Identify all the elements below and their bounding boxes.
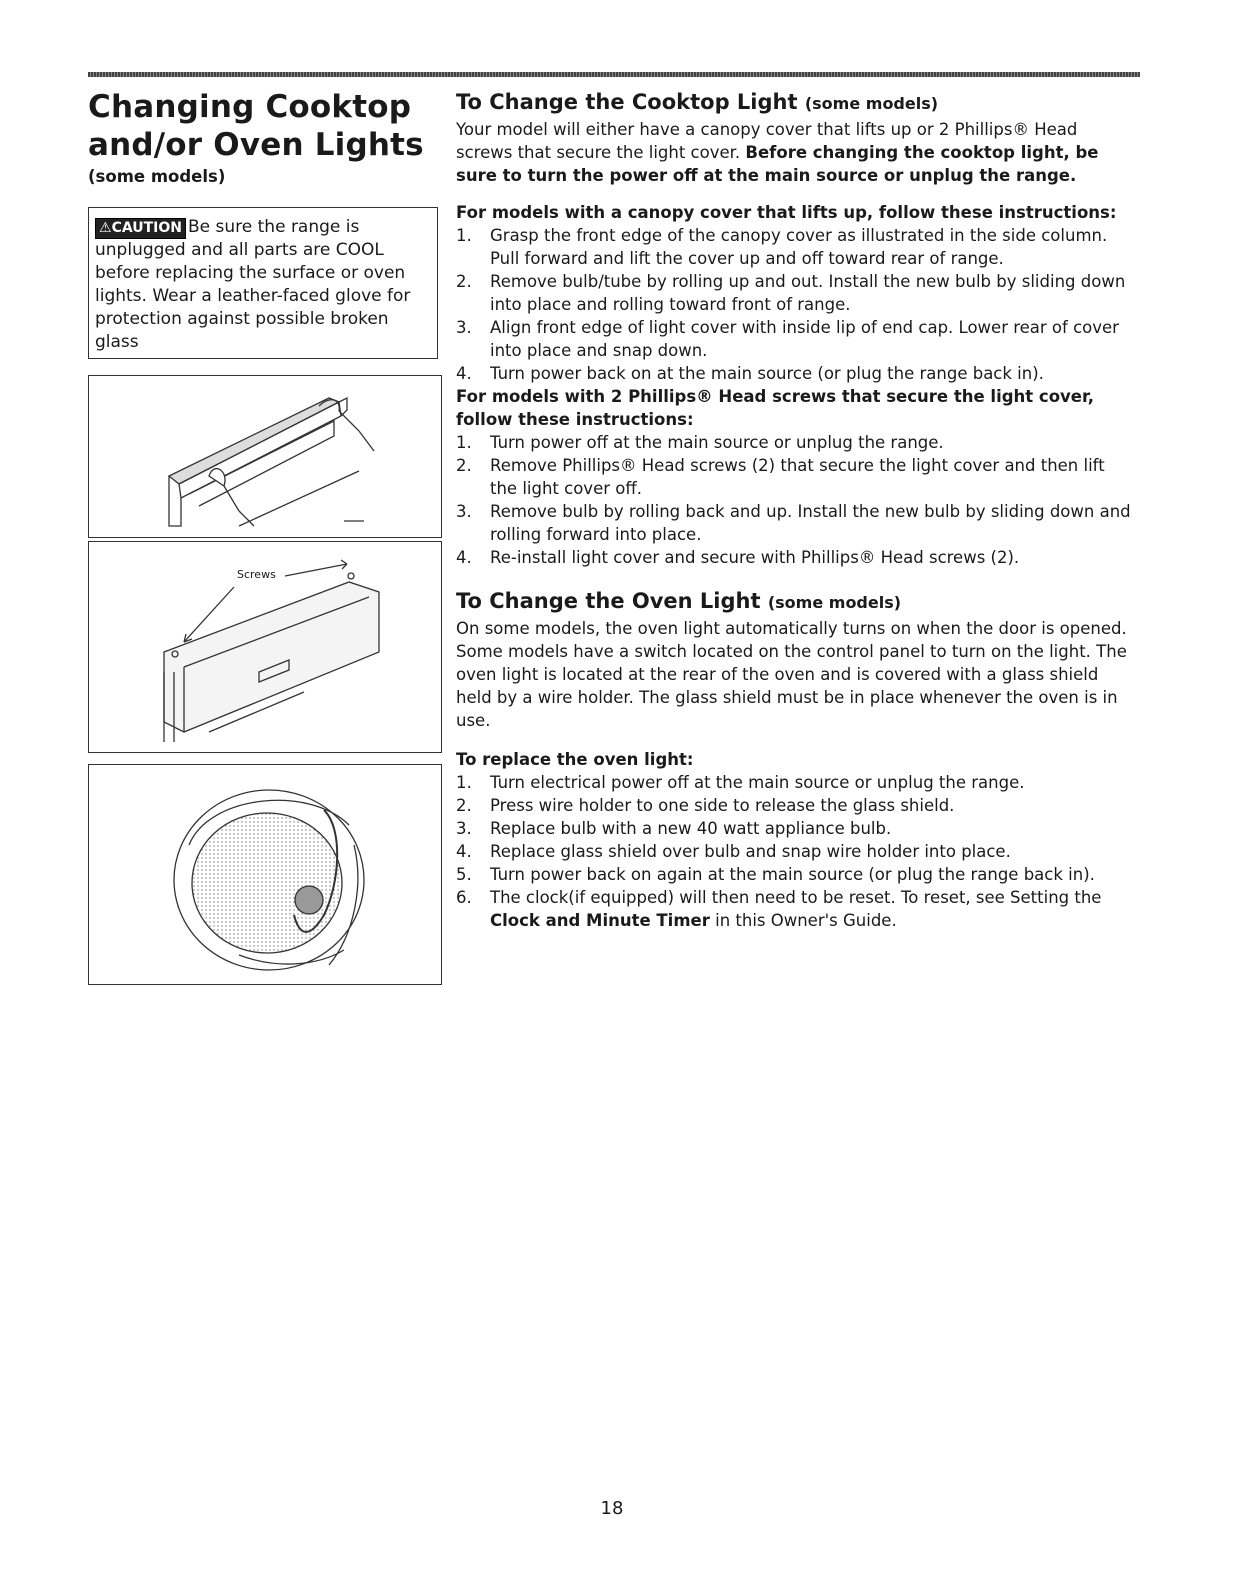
cooktop-section-title xyxy=(456,88,1136,118)
oven-steps xyxy=(456,771,1136,932)
step-text: Turn power back on again at the main source (or plug the range back in). xyxy=(490,865,1095,884)
cooktop-title-note: (some models) xyxy=(804,94,939,113)
cooktop-intro-text: Your model will either have a canopy cover that lifts up or 2 Phillips® Head screws that secure the light cover. xyxy=(456,120,1078,162)
step-text: Press wire holder to one side to release the glass shield. xyxy=(490,796,955,815)
canopy-cover-illustration xyxy=(89,376,441,537)
step-number: 2. xyxy=(456,272,472,291)
clock-timer-reference: Clock and Minute Timer xyxy=(490,911,710,930)
list-item xyxy=(456,546,1136,569)
step-text: Turn power back on at the main source (or plug the range back in). xyxy=(490,364,1044,383)
top-rule xyxy=(88,72,1140,77)
caution-badge xyxy=(95,218,186,239)
step-number: 5. xyxy=(456,865,472,884)
main-title xyxy=(88,88,443,164)
list-item xyxy=(456,840,1136,863)
step-number: 1. xyxy=(456,773,472,792)
step-number: 2. xyxy=(456,456,472,475)
main-title-line1: Changing Cooktop xyxy=(88,89,412,125)
step-number: 1. xyxy=(456,226,472,245)
caution-text: Be sure the range is unplugged and all parts are COOL before replacing the surface or oven lights. Wear a leather-faced glove for protection against possible broken glass xyxy=(95,217,411,352)
figure-canopy-cover xyxy=(88,375,442,538)
warning-triangle-icon: ⚠ xyxy=(99,220,112,236)
step-number: 6. xyxy=(456,888,472,907)
step-number: 4. xyxy=(456,548,472,567)
screws-label: Screws xyxy=(237,568,276,581)
step-text-end: in this Owner's Guide. xyxy=(709,911,897,930)
list-item xyxy=(456,863,1136,886)
step-number: 3. xyxy=(456,819,472,838)
cooktop-title: To Change the Cooktop Light xyxy=(456,90,798,114)
list-item xyxy=(456,454,1136,500)
canopy-heading: For models with a canopy cover that lifts up, follow these instructions: xyxy=(456,203,1117,222)
oven-section-title xyxy=(456,587,1136,617)
step-text: Remove bulb/tube by rolling up and out. Install the new bulb by sliding down into place and rolling toward front of range. xyxy=(490,272,1126,314)
list-item xyxy=(456,270,1136,316)
list-item xyxy=(456,316,1136,362)
step-number: 4. xyxy=(456,364,472,383)
list-item xyxy=(456,431,1136,454)
left-column xyxy=(88,88,443,188)
step-text: Grasp the front edge of the canopy cover as illustrated in the side column. Pull forward and lift the cover up and off toward rear of range. xyxy=(490,226,1108,268)
step-number: 2. xyxy=(456,796,472,815)
list-item xyxy=(456,794,1136,817)
main-subtitle: (some models) xyxy=(88,167,226,186)
list-item xyxy=(456,817,1136,840)
figure-oven-light xyxy=(88,764,442,985)
step-number: 3. xyxy=(456,318,472,337)
cooktop-intro xyxy=(456,118,1136,187)
canopy-steps xyxy=(456,224,1136,385)
oven-title: To Change the Oven Light xyxy=(456,589,761,613)
list-item xyxy=(456,362,1136,385)
list-item xyxy=(456,500,1136,546)
page-number: 18 xyxy=(600,1498,624,1519)
oven-light-illustration xyxy=(89,765,441,984)
step-text: Align front edge of light cover with inside lip of end cap. Lower rear of cover into place and snap down. xyxy=(490,318,1119,360)
step-number: 3. xyxy=(456,502,472,521)
step-text: Remove Phillips® Head screws (2) that secure the light cover and then lift the light cover off. xyxy=(490,456,1105,498)
step-text: Re-install light cover and secure with Phillips® Head screws (2). xyxy=(490,548,1020,567)
step-text: Remove bulb by rolling back and up. Install the new bulb by sliding down and rolling forward into place. xyxy=(490,502,1131,544)
step-number: 4. xyxy=(456,842,472,861)
replace-heading: To replace the oven light: xyxy=(456,750,694,769)
step-text: Replace bulb with a new 40 watt appliance bulb. xyxy=(490,819,892,838)
step-number: 1. xyxy=(456,433,472,452)
caution-box xyxy=(88,207,438,359)
step-text: Turn electrical power off at the main source or unplug the range. xyxy=(490,773,1025,792)
screws-steps xyxy=(456,431,1136,569)
main-title-line2: and/or Oven Lights xyxy=(88,127,424,163)
list-item xyxy=(456,886,1136,932)
cooktop-intro-warning: Before changing the cooktop light, be sure to turn the power off at the main source or unplug the range. xyxy=(456,143,1099,185)
oven-intro: On some models, the oven light automatically turns on when the door is opened. Some models have a switch located on the control panel to turn on the light. The oven light is located at the rear of the oven and is covered with a glass shield held by a wire holder. The glass shield must be in place whenever the oven is in use. xyxy=(456,619,1127,730)
step-text: The clock(if equipped) will then need to be reset. To reset, see Setting the xyxy=(490,888,1102,907)
list-item xyxy=(456,224,1136,270)
oven-title-note: (some models) xyxy=(767,593,902,612)
step-text: Turn power off at the main source or unplug the range. xyxy=(490,433,944,452)
caution-label: CAUTION xyxy=(111,220,182,236)
step-text: Replace glass shield over bulb and snap wire holder into place. xyxy=(490,842,1011,861)
right-column xyxy=(456,88,1136,932)
figure-light-cover-screws xyxy=(88,541,442,753)
list-item xyxy=(456,771,1136,794)
screws-heading: For models with 2 Phillips® Head screws that secure the light cover, follow these instructions: xyxy=(456,387,1094,429)
